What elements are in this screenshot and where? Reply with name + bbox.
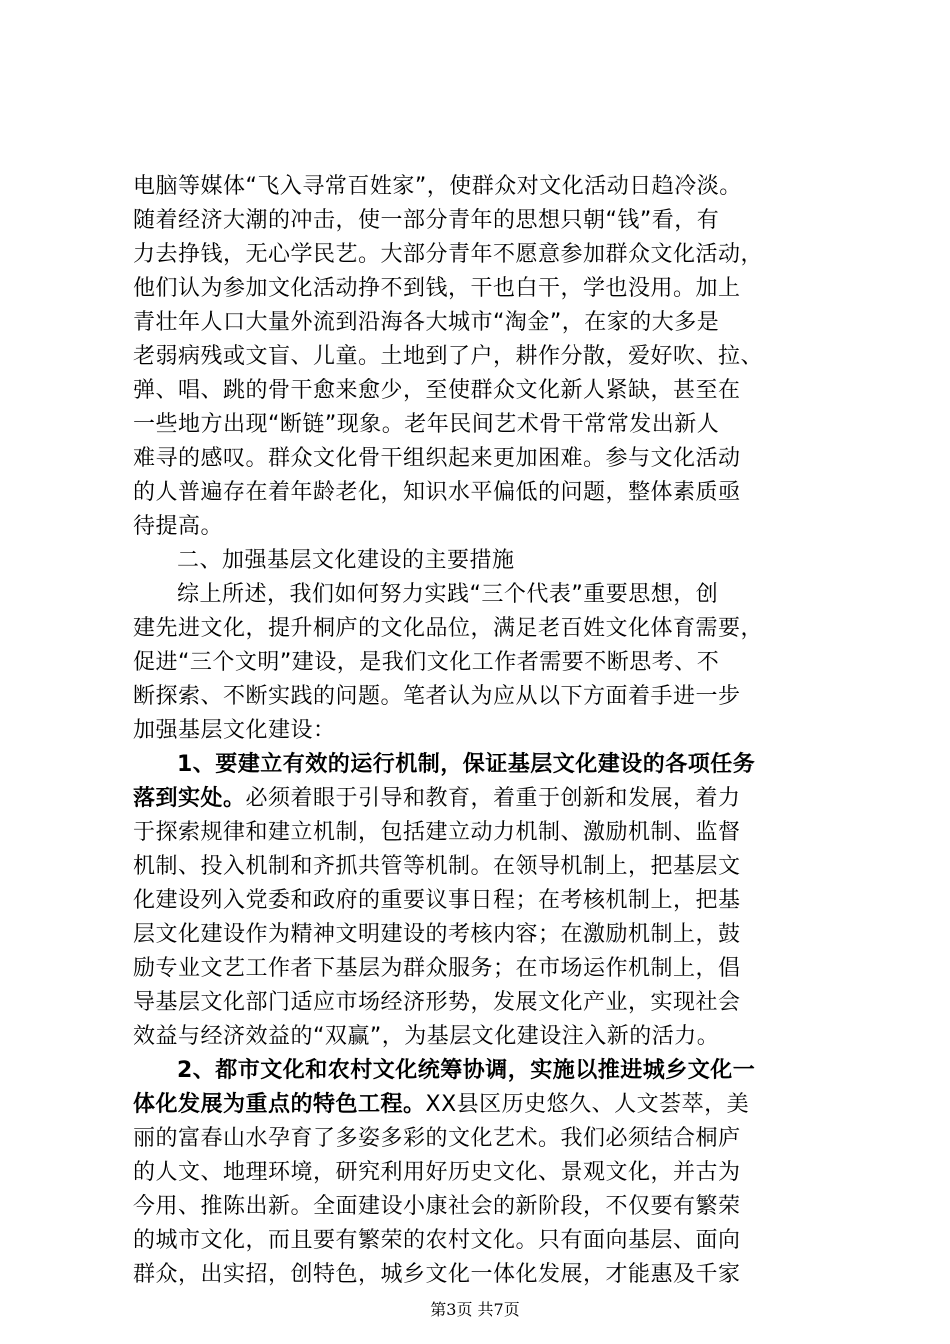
paragraph-line: 的人文、地理环境，研究利用好历史文化、景观文化，并古为: [133, 1160, 741, 1185]
paragraph-line: 待提高。: [133, 514, 224, 539]
paragraph-line: 的城市文化，而且要有繁荣的农村文化。只有面向基层、面向: [133, 1228, 741, 1253]
paragraph-line: 弹、唱、跳的骨干愈来愈少，至使群众文化新人紧缺，甚至在: [133, 378, 741, 403]
paragraph-line: 层文化建设作为精神文明建设的考核内容；在激励机制上，鼓: [133, 922, 741, 947]
paragraph-line: 一些地方出现“断链”现象。老年民间艺术骨干常常发出新人: [133, 412, 720, 437]
page-number-footer: 第3页 共7页: [430, 1300, 520, 1319]
paragraph-line: 青壮年人口大量外流到沿海各大城市“淘金”，在家的大多是: [133, 310, 720, 335]
paragraph-line: 综上所述，我们如何努力实践“三个代表”重要思想，创: [177, 582, 719, 607]
paragraph-line: 今用、推陈出新。全面建设小康社会的新阶段，不仅要有繁荣: [133, 1194, 741, 1219]
paragraph-line: 难寻的感叹。群众文化骨干组织起来更加困难。参与文化活动: [133, 446, 741, 471]
paragraph-line: 促进“三个文明”建设，是我们文化工作者需要不断思考、不: [133, 650, 720, 675]
paragraph-line: [133, 1088, 749, 1122]
paragraph-line: 群众，出实招，创特色，城乡文化一体化发展，才能惠及千家: [133, 1262, 741, 1287]
section-heading: 二、加强基层文化建设的主要措施: [177, 548, 515, 573]
paragraph-line: 老弱病残或文盲、儿童。土地到了户，耕作分散，爱好吹、拉、: [133, 344, 764, 369]
item-2-text: XX县区历史悠久、人文荟萃，美: [425, 1092, 750, 1117]
paragraph-line: 加强基层文化建设：: [133, 718, 336, 743]
paragraph-line: 导基层文化部门适应市场经济形势，发展文化产业，实现社会: [133, 990, 741, 1015]
item-1-title: 1、要建立有效的运行机制，保证基层文化建设的各项任务: [177, 752, 756, 777]
paragraph-line: 励专业文艺工作者下基层为群众服务；在市场运作机制上，倡: [133, 956, 741, 981]
paragraph-line: 随着经济大潮的冲击，使一部分青年的思想只朝“钱”看，有: [133, 208, 720, 233]
paragraph-line: 建先进文化，提升桐庐的文化品位，满足老百姓文化体育需要，: [133, 616, 764, 641]
item-2-title-end: 体化发展为重点的特色工程。: [133, 1092, 426, 1117]
paragraph-line: 机制、投入机制和齐抓共管等机制。在领导机制上，把基层文: [133, 854, 741, 879]
item-1-title-end: 落到实处。: [133, 786, 246, 811]
paragraph-line: 丽的富春山水孕育了多姿多彩的文化艺术。我们必须结合桐庐: [133, 1126, 741, 1151]
paragraph-line: 于探索规律和建立机制，包括建立动力机制、激励机制、监督: [133, 820, 741, 845]
paragraph-line: 力去挣钱，无心学民艺。大部分青年不愿意参加群众文化活动，: [133, 242, 764, 267]
paragraph-line: 效益与经济效益的“双赢”，为基层文化建设注入新的活力。: [133, 1024, 720, 1049]
paragraph-line: 断探索、不断实践的问题。笔者认为应从以下方面着手进一步: [133, 684, 741, 709]
paragraph-line: 他们认为参加文化活动挣不到钱，干也白干，学也没用。加上: [133, 276, 741, 301]
item-2-title: 2、都市文化和农村文化统筹协调，实施以推进城乡文化一: [177, 1058, 756, 1083]
paragraph-line: 电脑等媒体“飞入寻常百姓家”，使群众对文化活动日趋冷淡。: [133, 174, 742, 199]
paragraph-line: 化建设列入党委和政府的重要议事日程；在考核机制上，把基: [133, 888, 741, 913]
paragraph-line: [133, 782, 741, 816]
paragraph-line: 的人普遍存在着年龄老化，知识水平偏低的问题，整体素质亟: [133, 480, 741, 505]
item-1-text: 必须着眼于引导和教育，着重于创新和发展，着力: [245, 786, 741, 811]
